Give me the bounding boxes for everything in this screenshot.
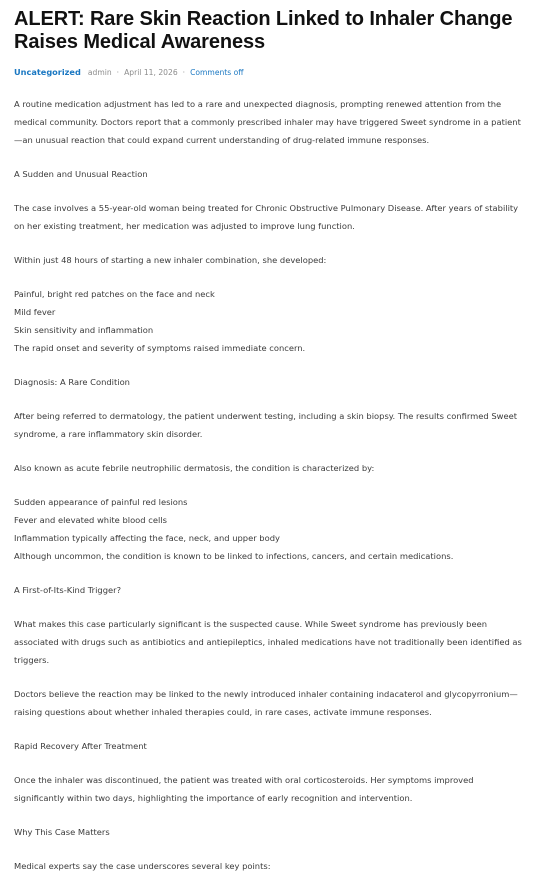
category-link[interactable]: Uncategorized (14, 67, 81, 77)
comments-status: Comments off (190, 67, 244, 77)
section-heading: A Sudden and Unusual Reaction (14, 169, 148, 179)
paragraph: Also known as acute febrile neutrophilic dermatosis, the condition is characterized by: (14, 463, 375, 473)
paragraph: Once the inhaler was discontinued, the patient was treated with oral corticosteroids. Her symptoms improved significantly within two days, highlighting the importance of early recognition and intervention. (14, 775, 474, 803)
paragraph: What makes this case particularly significant is the suspected cause. While Sweet syndrome has previously been associated with drugs such as antibiotics and antiepileptics, inhaled medications have not traditionally been identified as triggers. (14, 619, 522, 665)
list-item: The rapid onset and severity of symptoms raised immediate concern. (14, 343, 306, 353)
section-heading: Diagnosis: A Rare Condition (14, 377, 130, 387)
list-item: Skin sensitivity and inflammation (14, 325, 154, 335)
paragraph: After being referred to dermatology, the patient underwent testing, including a skin biopsy. The results confirmed Sweet syndrome, a rare inflammatory skin disorder. (14, 411, 518, 439)
post-meta (14, 64, 525, 80)
list-item: Sudden appearance of painful red lesions (14, 497, 188, 507)
list-item: Mild fever (14, 307, 56, 317)
section-heading: A First-of-Its-Kind Trigger? (14, 585, 122, 595)
meta-separator: · (182, 67, 186, 77)
list-item: Inflammation typically affecting the face, neck, and upper body (14, 533, 280, 543)
list-item: Fever and elevated white blood cells (14, 515, 167, 525)
article-title: ALERT: Rare Skin Reaction Linked to Inhaler Change Raises Medical Awareness (14, 8, 513, 53)
paragraph: A routine medication adjustment has led to a rare and unexpected diagnosis, prompting renewed attention from the medical community. Doctors report that a commonly prescribed inhaler may have triggered Sweet syndrome in a patient—an unusual reaction that could expand current understanding of drug-related immune responses. (14, 99, 521, 145)
paragraph: Doctors believe the reaction may be linked to the newly introduced inhaler containing indacaterol and glycopyrronium—raising questions about whether inhaled therapies could, in rare cases, activate immune responses. (14, 689, 518, 717)
characteristics-list (14, 493, 525, 565)
list-item: Although uncommon, the condition is known to be linked to infections, cancers, and certain medications. (14, 551, 454, 561)
section-heading: Rapid Recovery After Treatment (14, 741, 147, 751)
author-link[interactable]: admin (87, 67, 112, 77)
paragraph: The case involves a 55-year-old woman being treated for Chronic Obstructive Pulmonary Disease. After years of stability on her existing treatment, her medication was adjusted to improve lung function. (14, 203, 519, 231)
paragraph: Medical experts say the case underscores several key points: (14, 861, 271, 871)
post-date: April 11, 2026 (124, 67, 178, 77)
paragraph: Within just 48 hours of starting a new inhaler combination, she developed: (14, 255, 327, 265)
article-body (14, 95, 525, 875)
symptom-list (14, 285, 525, 357)
section-heading: Why This Case Matters (14, 827, 110, 837)
list-item: Painful, bright red patches on the face and neck (14, 289, 215, 299)
meta-separator: · (116, 67, 120, 77)
